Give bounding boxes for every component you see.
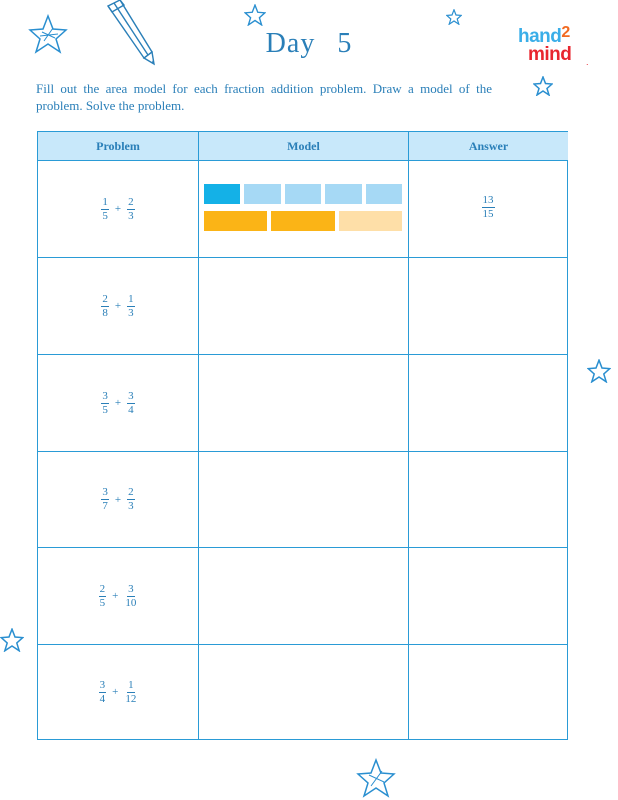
star-icon — [587, 359, 611, 383]
thirds-bar-segment — [271, 211, 334, 231]
column-divider — [198, 132, 199, 739]
fraction: $\frac{3}{7}$ — [102, 486, 108, 512]
fraction: $\frac{1}{12}$ — [125, 678, 137, 705]
header-answer: Answer — [409, 132, 568, 160]
problem-cell: $\frac{2}{8}$ + $\frac{1}{3}$ — [102, 292, 134, 319]
star-icon — [244, 4, 266, 26]
header-model: Model — [199, 132, 408, 160]
problem-cell: $\frac{3}{4}$ + $\frac{1}{12}$ — [99, 678, 137, 705]
fifths-bar-segment — [204, 184, 240, 204]
fifths-bar-segment — [285, 184, 321, 204]
fraction: $\frac{3}{10}$ — [125, 582, 137, 609]
fifths-bar-segment — [325, 184, 361, 204]
fraction: $\frac{2}{5}$ — [99, 582, 106, 609]
fraction: $\frac{3}{4}$ — [128, 389, 134, 416]
fraction: $\frac{3}{5}$ — [102, 389, 108, 416]
area-model — [204, 184, 402, 234]
fifths-bar-segment — [366, 184, 402, 204]
star-icon — [0, 628, 24, 652]
problem-cell: $\frac{1}{5}$ + $\frac{2}{3}$ — [102, 195, 134, 222]
column-divider — [408, 132, 409, 739]
page-title: Day 5 — [265, 28, 353, 59]
fraction: $\frac{2}{3}$ — [128, 195, 134, 222]
problem-cell: $\frac{2}{5}$ + $\frac{3}{10}$ — [99, 582, 137, 609]
fraction: $\frac{1}{5}$ — [102, 195, 108, 222]
problem-cell: $\frac{3}{7}$ + $\frac{2}{3}$ — [102, 486, 134, 512]
fraction: $\frac{2}{8}$ — [102, 292, 108, 319]
thirds-bar-segment — [204, 211, 267, 231]
answer-cell — [478, 195, 498, 220]
thirds-bar-segment — [339, 211, 402, 231]
star-icon — [446, 9, 462, 25]
star-icon — [356, 758, 396, 798]
brand-logo: hand$^2$ mind . — [518, 24, 589, 67]
fraction: $\frac{3}{4}$ — [99, 678, 106, 705]
header-problem: Problem — [38, 132, 198, 160]
fraction: $\frac{2}{3}$ — [128, 486, 134, 512]
fraction: $\frac{1}{3}$ — [128, 292, 134, 319]
fifths-bar-segment — [244, 184, 280, 204]
problem-cell: $\frac{3}{5}$ + $\frac{3}{4}$ — [102, 389, 134, 416]
worksheet-table — [37, 131, 568, 740]
star-icon — [533, 76, 553, 96]
instructions: Fill out the area model for each fraction addition problem. Draw a model of the problem. Solve the problem. — [36, 81, 492, 113]
answer-fraction: $\frac{13}{15}$ — [482, 194, 494, 220]
